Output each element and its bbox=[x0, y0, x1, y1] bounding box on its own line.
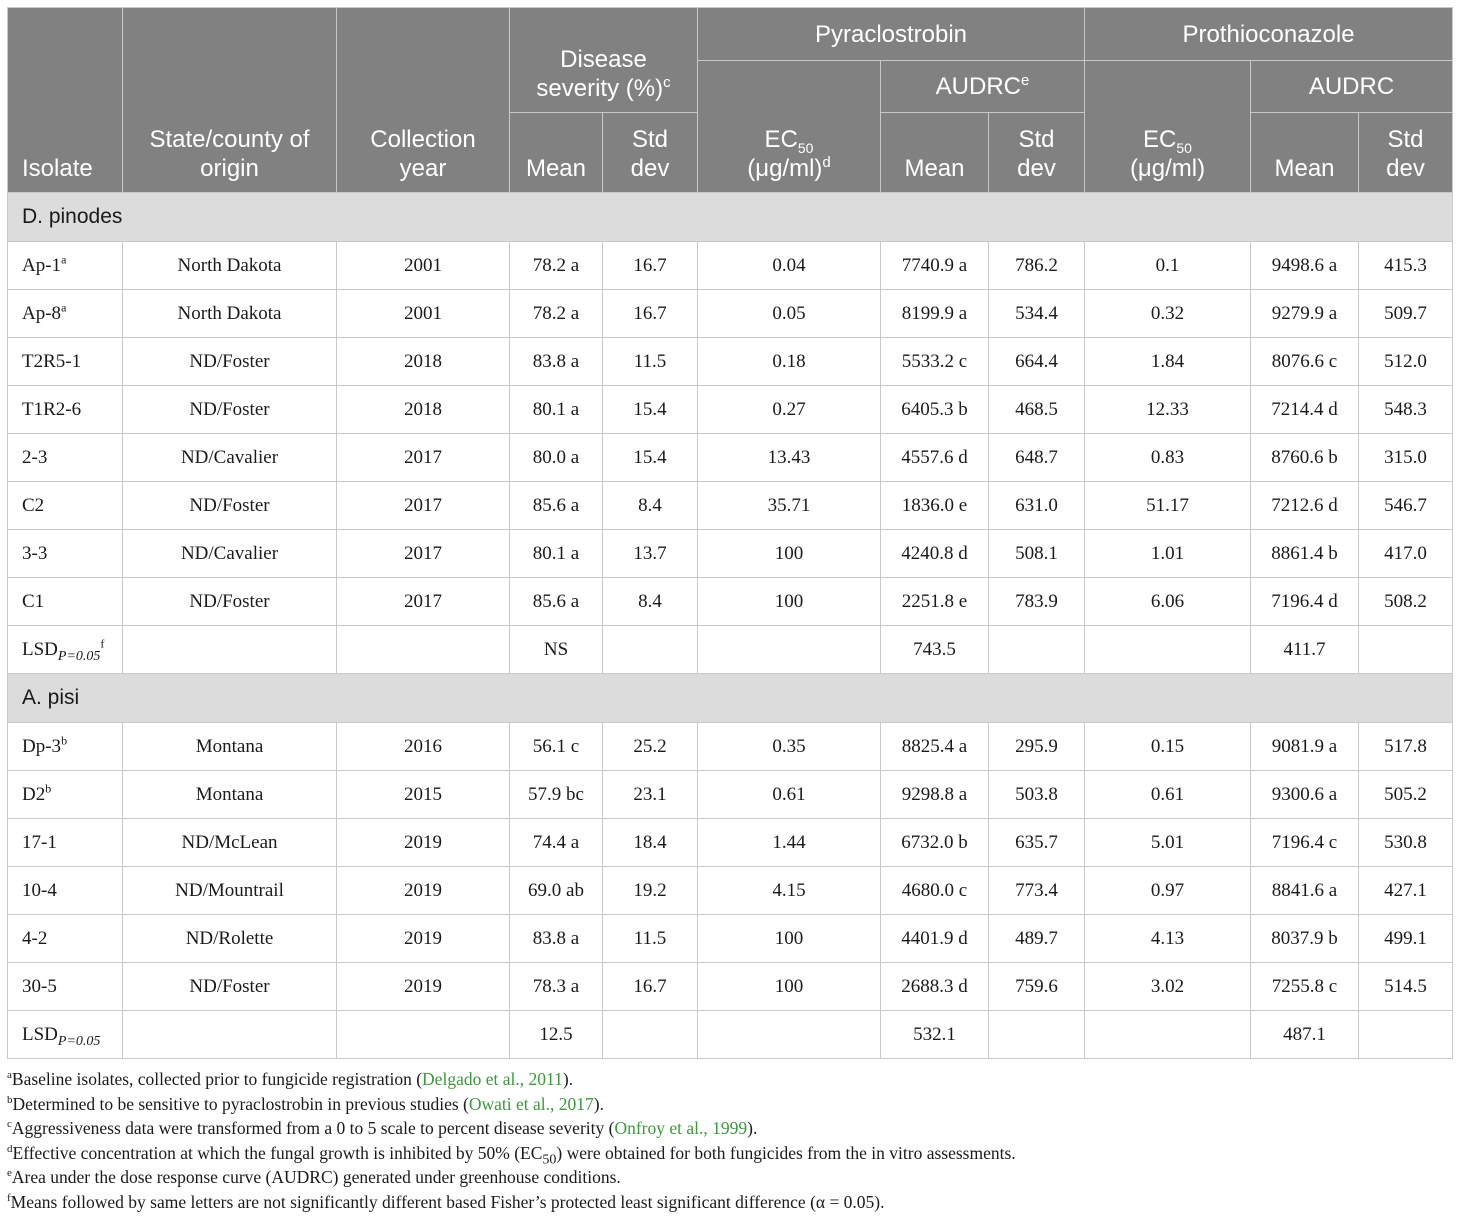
cell-isolate: Ap-8$^a$ bbox=[8, 290, 123, 338]
footnote: $^d$Effective concentration at which the fungal growth is inhibited by 50% $(EC_{50})$ were obtained for both fungicides from the in vitro assessments. bbox=[7, 1142, 1016, 1167]
cell-lsd-ds: 12.5 bbox=[510, 1011, 603, 1059]
cell-ds-sd: 16.7 bbox=[603, 290, 698, 338]
cell-pyr-sd: 489.7 bbox=[989, 915, 1085, 963]
cell-ds-sd: 16.7 bbox=[603, 963, 698, 1011]
cell-isolate: 3-3 bbox=[8, 530, 123, 578]
cell-empty bbox=[698, 1011, 881, 1059]
cell-pyr-mean: 4401.9 d bbox=[881, 915, 989, 963]
cell-empty bbox=[603, 1011, 698, 1059]
cell-pyr-ec: 100 bbox=[698, 963, 881, 1011]
cell-isolate: D2$^b$ bbox=[8, 771, 123, 819]
cell-ds-mean: 57.9 bc bbox=[510, 771, 603, 819]
cell-pro-ec: 4.13 bbox=[1085, 915, 1251, 963]
isolate-sensitivity-table bbox=[7, 7, 1453, 1059]
cell-year: 2019 bbox=[337, 963, 510, 1011]
lsd-row bbox=[8, 626, 1453, 674]
header-disease-severity: Disease severity (%)$^c$ bbox=[510, 8, 698, 113]
cell-pro-sd: 546.7 bbox=[1359, 482, 1453, 530]
cell-pro-sd: 517.8 bbox=[1359, 723, 1453, 771]
cell-empty bbox=[989, 1011, 1085, 1059]
cell-lsd-ds: NS bbox=[510, 626, 603, 674]
cell-isolate: Ap-1$^a$ bbox=[8, 242, 123, 290]
table-header bbox=[8, 8, 1453, 193]
cell-pyr-sd: 786.2 bbox=[989, 242, 1085, 290]
cell-pro-sd: 415.3 bbox=[1359, 242, 1453, 290]
header-pyr-ec50: $EC_{50}$ $(\mu g/ml)^d$ bbox=[698, 61, 881, 193]
header-isolate: Isolate bbox=[8, 8, 123, 193]
section-title: D. pinodes bbox=[8, 193, 1453, 242]
cell-pro-ec: 3.02 bbox=[1085, 963, 1251, 1011]
cell-lsd-pro: 487.1 bbox=[1251, 1011, 1359, 1059]
cell-ds-mean: 78.3 a bbox=[510, 963, 603, 1011]
cell-isolate: T1R2-6 bbox=[8, 386, 123, 434]
cell-pyr-mean: 6405.3 b bbox=[881, 386, 989, 434]
cell-pro-sd: 508.2 bbox=[1359, 578, 1453, 626]
cell-empty bbox=[337, 1011, 510, 1059]
cell-lsd-label: $LSD_{P=0.05}^f$ bbox=[8, 626, 123, 674]
cell-pro-ec: 1.01 bbox=[1085, 530, 1251, 578]
cell-pro-mean: 9081.9 a bbox=[1251, 723, 1359, 771]
cell-pyr-ec: 1.44 bbox=[698, 819, 881, 867]
cell-pro-sd: 499.1 bbox=[1359, 915, 1453, 963]
table-row bbox=[8, 338, 1453, 386]
cell-ds-sd: 11.5 bbox=[603, 915, 698, 963]
cell-pro-mean: 7196.4 d bbox=[1251, 578, 1359, 626]
cell-empty bbox=[337, 626, 510, 674]
cell-origin: ND/Cavalier bbox=[123, 530, 337, 578]
cell-pro-ec: 0.83 bbox=[1085, 434, 1251, 482]
cell-pro-mean: 8076.6 c bbox=[1251, 338, 1359, 386]
footnote: $^f$Means followed by same letters are not significantly different based Fisher’s protected least significant difference (α = 0.05). bbox=[7, 1191, 885, 1212]
header-pro-mean: Mean bbox=[1251, 113, 1359, 193]
cell-origin: ND/Foster bbox=[123, 482, 337, 530]
cell-ds-sd: 11.5 bbox=[603, 338, 698, 386]
cell-empty bbox=[1359, 1011, 1453, 1059]
cell-pyr-sd: 508.1 bbox=[989, 530, 1085, 578]
cell-pyr-ec: 100 bbox=[698, 915, 881, 963]
cell-pro-mean: 9279.9 a bbox=[1251, 290, 1359, 338]
cell-empty bbox=[1359, 626, 1453, 674]
cell-year: 2019 bbox=[337, 867, 510, 915]
footnote: $^b$Determined to be sensitive to pyraclostrobin in previous studies (Owati et al., 2017). bbox=[7, 1093, 604, 1114]
cell-pro-mean: 7196.4 c bbox=[1251, 819, 1359, 867]
cell-pro-ec: 5.01 bbox=[1085, 819, 1251, 867]
cell-year: 2017 bbox=[337, 578, 510, 626]
section-title: A. pisi bbox=[8, 674, 1453, 723]
cell-pyr-sd: 635.7 bbox=[989, 819, 1085, 867]
cell-pro-ec: 0.1 bbox=[1085, 242, 1251, 290]
table-row bbox=[8, 242, 1453, 290]
cell-pyr-sd: 759.6 bbox=[989, 963, 1085, 1011]
table-row bbox=[8, 434, 1453, 482]
cell-ds-sd: 16.7 bbox=[603, 242, 698, 290]
cell-pyr-mean: 5533.2 c bbox=[881, 338, 989, 386]
table-row bbox=[8, 290, 1453, 338]
table-row bbox=[8, 386, 1453, 434]
citation-link[interactable]: Owati et al., 2017 bbox=[468, 1093, 594, 1114]
cell-ds-mean: 83.8 a bbox=[510, 338, 603, 386]
cell-pro-ec: 12.33 bbox=[1085, 386, 1251, 434]
cell-origin: ND/Cavalier bbox=[123, 434, 337, 482]
cell-origin: ND/McLean bbox=[123, 819, 337, 867]
cell-year: 2017 bbox=[337, 530, 510, 578]
cell-pro-sd: 315.0 bbox=[1359, 434, 1453, 482]
cell-year: 2017 bbox=[337, 434, 510, 482]
cell-pyr-mean: 8199.9 a bbox=[881, 290, 989, 338]
cell-isolate: 10-4 bbox=[8, 867, 123, 915]
table-row bbox=[8, 771, 1453, 819]
cell-ds-mean: 85.6 a bbox=[510, 482, 603, 530]
cell-pyr-mean: 6732.0 b bbox=[881, 819, 989, 867]
cell-pro-sd: 427.1 bbox=[1359, 867, 1453, 915]
cell-pro-mean: 8861.4 b bbox=[1251, 530, 1359, 578]
cell-year: 2015 bbox=[337, 771, 510, 819]
cell-pro-mean: 8841.6 a bbox=[1251, 867, 1359, 915]
cell-pro-ec: 0.15 bbox=[1085, 723, 1251, 771]
cell-empty bbox=[603, 626, 698, 674]
header-pro-ec50: $EC_{50}$ (μg/ml) bbox=[1085, 61, 1251, 193]
cell-pyr-mean: 4557.6 d bbox=[881, 434, 989, 482]
cell-year: 2019 bbox=[337, 915, 510, 963]
cell-pyr-sd: 783.9 bbox=[989, 578, 1085, 626]
citation-link[interactable]: Delgado et al., 2011 bbox=[422, 1069, 563, 1089]
table-footnotes bbox=[7, 1067, 1452, 1214]
cell-ds-mean: 56.1 c bbox=[510, 723, 603, 771]
cell-origin: ND/Rolette bbox=[123, 915, 337, 963]
cell-pyr-mean: 4240.8 d bbox=[881, 530, 989, 578]
cell-origin: North Dakota bbox=[123, 290, 337, 338]
cell-pyr-sd: 295.9 bbox=[989, 723, 1085, 771]
cell-ds-sd: 25.2 bbox=[603, 723, 698, 771]
cell-pyr-mean: 4680.0 c bbox=[881, 867, 989, 915]
header-pro-std: Std dev bbox=[1359, 113, 1453, 193]
cell-year: 2018 bbox=[337, 386, 510, 434]
cell-pro-mean: 7214.4 d bbox=[1251, 386, 1359, 434]
cell-year: 2001 bbox=[337, 290, 510, 338]
cell-ds-sd: 15.4 bbox=[603, 434, 698, 482]
cell-empty bbox=[1085, 626, 1251, 674]
cell-lsd-pyr: 532.1 bbox=[881, 1011, 989, 1059]
cell-pyr-sd: 773.4 bbox=[989, 867, 1085, 915]
cell-empty bbox=[989, 626, 1085, 674]
table-row bbox=[8, 819, 1453, 867]
header-pyr-mean: Mean bbox=[881, 113, 989, 193]
cell-ds-mean: 78.2 a bbox=[510, 290, 603, 338]
cell-isolate: T2R5-1 bbox=[8, 338, 123, 386]
cell-pro-mean: 9498.6 a bbox=[1251, 242, 1359, 290]
cell-pro-sd: 530.8 bbox=[1359, 819, 1453, 867]
table-row bbox=[8, 963, 1453, 1011]
cell-pyr-ec: 35.71 bbox=[698, 482, 881, 530]
table-row bbox=[8, 915, 1453, 963]
cell-origin: ND/Foster bbox=[123, 386, 337, 434]
cell-pro-sd: 417.0 bbox=[1359, 530, 1453, 578]
header-pyr-std: Std dev bbox=[989, 113, 1085, 193]
cell-pro-ec: 0.97 bbox=[1085, 867, 1251, 915]
cell-pyr-mean: 1836.0 e bbox=[881, 482, 989, 530]
cell-ds-sd: 15.4 bbox=[603, 386, 698, 434]
cell-pro-ec: 0.61 bbox=[1085, 771, 1251, 819]
footnote: $^e$Area under the dose response curve (AUDRC) generated under greenhouse conditions. bbox=[7, 1167, 621, 1187]
section-header-row bbox=[8, 193, 1453, 242]
cell-pyr-sd: 631.0 bbox=[989, 482, 1085, 530]
header-pro-audrc: AUDRC bbox=[1251, 61, 1453, 113]
header-state-county: State/county of origin bbox=[123, 8, 337, 193]
cell-ds-sd: 8.4 bbox=[603, 578, 698, 626]
cell-pyr-mean: 9298.8 a bbox=[881, 771, 989, 819]
cell-ds-sd: 13.7 bbox=[603, 530, 698, 578]
cell-lsd-label: $LSD_{P=0.05}$ bbox=[8, 1011, 123, 1059]
cell-pyr-ec: 13.43 bbox=[698, 434, 881, 482]
cell-origin: Montana bbox=[123, 771, 337, 819]
cell-pro-ec: 1.84 bbox=[1085, 338, 1251, 386]
cell-pyr-ec: 4.15 bbox=[698, 867, 881, 915]
cell-isolate: Dp-3$^b$ bbox=[8, 723, 123, 771]
cell-year: 2001 bbox=[337, 242, 510, 290]
header-prothioconazole: Prothioconazole bbox=[1085, 8, 1453, 61]
cell-pyr-sd: 534.4 bbox=[989, 290, 1085, 338]
cell-pro-sd: 548.3 bbox=[1359, 386, 1453, 434]
cell-pro-mean: 9300.6 a bbox=[1251, 771, 1359, 819]
cell-pyr-ec: 0.18 bbox=[698, 338, 881, 386]
cell-isolate: C1 bbox=[8, 578, 123, 626]
cell-lsd-pyr: 743.5 bbox=[881, 626, 989, 674]
cell-year: 2016 bbox=[337, 723, 510, 771]
section-header-row bbox=[8, 674, 1453, 723]
cell-pyr-ec: 0.27 bbox=[698, 386, 881, 434]
lsd-row bbox=[8, 1011, 1453, 1059]
cell-pro-mean: 7255.8 c bbox=[1251, 963, 1359, 1011]
cell-pro-mean: 8760.6 b bbox=[1251, 434, 1359, 482]
cell-empty bbox=[123, 626, 337, 674]
cell-origin: North Dakota bbox=[123, 242, 337, 290]
table-row bbox=[8, 578, 1453, 626]
cell-empty bbox=[1085, 1011, 1251, 1059]
cell-pro-mean: 8037.9 b bbox=[1251, 915, 1359, 963]
cell-pro-ec: 6.06 bbox=[1085, 578, 1251, 626]
cell-pyr-sd: 648.7 bbox=[989, 434, 1085, 482]
cell-pyr-ec: 0.04 bbox=[698, 242, 881, 290]
cell-ds-sd: 18.4 bbox=[603, 819, 698, 867]
header-ds-std: Std dev bbox=[603, 113, 698, 193]
cell-origin: ND/Mountrail bbox=[123, 867, 337, 915]
cell-isolate: 17-1 bbox=[8, 819, 123, 867]
cell-pro-ec: 51.17 bbox=[1085, 482, 1251, 530]
table-row bbox=[8, 867, 1453, 915]
cell-pyr-mean: 7740.9 a bbox=[881, 242, 989, 290]
cell-empty bbox=[123, 1011, 337, 1059]
cell-isolate: 4-2 bbox=[8, 915, 123, 963]
cell-empty bbox=[698, 626, 881, 674]
footnote: $^a$Baseline isolates, collected prior to fungicide registration (Delgado et al., 2011). bbox=[7, 1069, 574, 1089]
cell-ds-mean: 80.0 a bbox=[510, 434, 603, 482]
cell-pyr-mean: 8825.4 a bbox=[881, 723, 989, 771]
cell-ds-mean: 83.8 a bbox=[510, 915, 603, 963]
cell-ds-sd: 23.1 bbox=[603, 771, 698, 819]
cell-isolate: C2 bbox=[8, 482, 123, 530]
cell-origin: Montana bbox=[123, 723, 337, 771]
cell-year: 2017 bbox=[337, 482, 510, 530]
cell-pyr-ec: 100 bbox=[698, 578, 881, 626]
cell-pro-sd: 512.0 bbox=[1359, 338, 1453, 386]
cell-year: 2018 bbox=[337, 338, 510, 386]
table-row bbox=[8, 530, 1453, 578]
cell-pyr-sd: 664.4 bbox=[989, 338, 1085, 386]
cell-ds-sd: 19.2 bbox=[603, 867, 698, 915]
cell-pyr-mean: 2251.8 e bbox=[881, 578, 989, 626]
cell-pro-sd: 514.5 bbox=[1359, 963, 1453, 1011]
cell-pro-sd: 505.2 bbox=[1359, 771, 1453, 819]
cell-origin: ND/Foster bbox=[123, 338, 337, 386]
cell-pro-ec: 0.32 bbox=[1085, 290, 1251, 338]
cell-origin: ND/Foster bbox=[123, 578, 337, 626]
cell-pyr-ec: 0.61 bbox=[698, 771, 881, 819]
cell-pro-mean: 7212.6 d bbox=[1251, 482, 1359, 530]
table-row bbox=[8, 482, 1453, 530]
cell-ds-mean: 80.1 a bbox=[510, 530, 603, 578]
footnote: $^c$Aggressiveness data were transformed from a 0 to 5 scale to percent disease severity (Onfroy et al., 1999). bbox=[7, 1118, 758, 1138]
cell-pyr-sd: 503.8 bbox=[989, 771, 1085, 819]
cell-ds-sd: 8.4 bbox=[603, 482, 698, 530]
table-body bbox=[8, 193, 1453, 1059]
header-collection-year: Collection year bbox=[337, 8, 510, 193]
header-ds-mean: Mean bbox=[510, 113, 603, 193]
results-table-container bbox=[7, 7, 1452, 1059]
header-pyraclostrobin: Pyraclostrobin bbox=[698, 8, 1085, 61]
cell-ds-mean: 85.6 a bbox=[510, 578, 603, 626]
cell-lsd-pro: 411.7 bbox=[1251, 626, 1359, 674]
cell-pro-sd: 509.7 bbox=[1359, 290, 1453, 338]
cell-pyr-ec: 0.35 bbox=[698, 723, 881, 771]
cell-pyr-ec: 100 bbox=[698, 530, 881, 578]
cell-ds-mean: 69.0 ab bbox=[510, 867, 603, 915]
cell-ds-mean: 74.4 a bbox=[510, 819, 603, 867]
cell-pyr-mean: 2688.3 d bbox=[881, 963, 989, 1011]
cell-pyr-sd: 468.5 bbox=[989, 386, 1085, 434]
table-row bbox=[8, 723, 1453, 771]
header-pyr-audrc: AUDRC$^e$ bbox=[881, 61, 1085, 113]
cell-pyr-ec: 0.05 bbox=[698, 290, 881, 338]
citation-link[interactable]: Onfroy et al., 1999 bbox=[614, 1118, 748, 1138]
cell-origin: ND/Foster bbox=[123, 963, 337, 1011]
cell-isolate: 30-5 bbox=[8, 963, 123, 1011]
cell-ds-mean: 78.2 a bbox=[510, 242, 603, 290]
cell-year: 2019 bbox=[337, 819, 510, 867]
cell-ds-mean: 80.1 a bbox=[510, 386, 603, 434]
cell-isolate: 2-3 bbox=[8, 434, 123, 482]
